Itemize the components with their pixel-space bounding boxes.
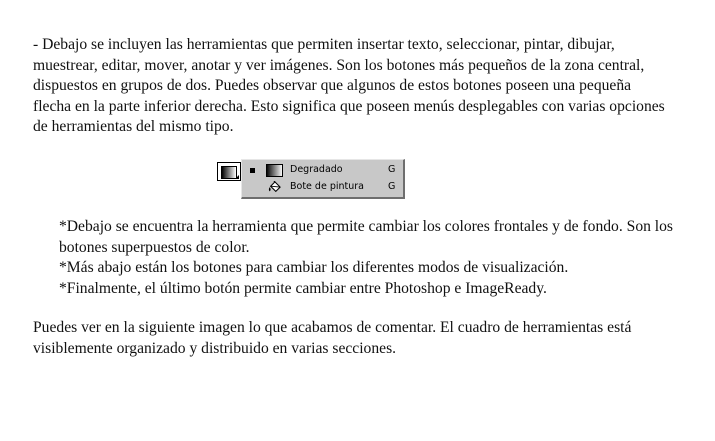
gradient-icon: [266, 164, 283, 177]
menu-item-degradado[interactable]: [242, 162, 402, 179]
bullet-list: [59, 217, 699, 299]
paint-bucket-icon: [266, 181, 283, 194]
intro-paragraph: - Debajo se incluyen las herramientas que permiten insertar texto, seleccionar, pintar, dibujar, muestrear, editar, mover, anotar y ver imágenes. Son los botones más pequeños de la zona central, dispuestos en grupos de dos. Puedes observar que algunos de estos botones poseen una pequeña flecha en la parte inferior derecha. Esto significa que poseen menús desplegables con varias opciones de herramientas del mismo tipo.: [33, 36, 665, 135]
menu-item-shortcut: G: [388, 164, 396, 175]
list-item: *Debajo se encuentra la herramienta que permite cambiar los colores frontales y de fondo. Son los botones superpuestos de color.: [59, 218, 674, 256]
menu-item-label: Bote de pintura: [290, 181, 364, 192]
flyout-arrow-icon: [235, 175, 239, 179]
list-item: *Finalmente, el último botón permite cambiar entre Photoshop e ImageReady.: [59, 279, 547, 297]
tool-flyout-menu: [241, 159, 405, 199]
list-item: *Más abajo están los botones para cambiar los diferentes modos de visualización.: [59, 259, 569, 276]
menu-item-bote-de-pintura[interactable]: [242, 179, 402, 196]
menu-item-label: Degradado: [290, 164, 343, 175]
tool-flyout-figure: [217, 159, 407, 201]
gradient-tool-button[interactable]: [217, 162, 241, 181]
closing-paragraph: Puedes ver en la siguiente imagen lo que acabamos de comentar. El cuadro de herramientas está visiblemente organizado y distribuido en varias secciones.: [33, 319, 632, 357]
menu-item-shortcut: G: [388, 181, 396, 192]
selected-bullet-icon: [250, 168, 255, 173]
